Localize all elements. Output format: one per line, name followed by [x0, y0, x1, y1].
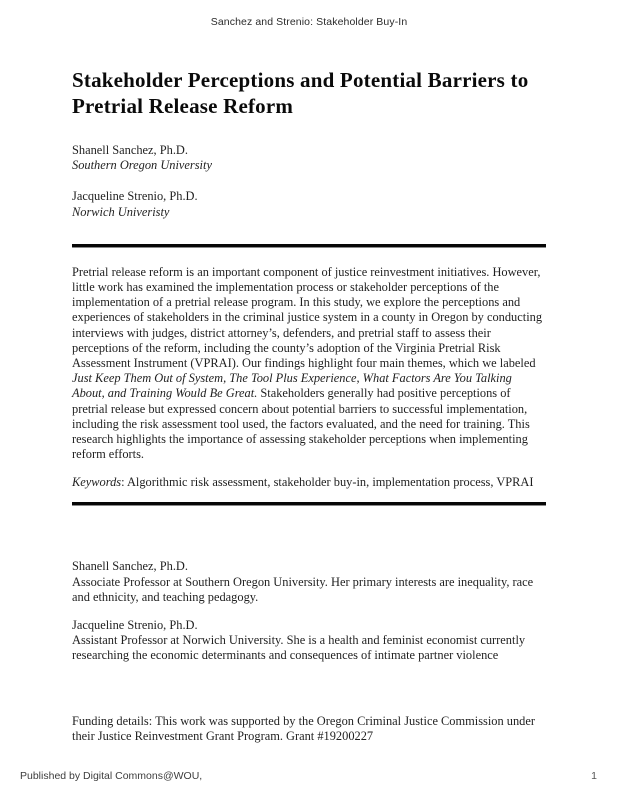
author-name: Shanell Sanchez, Ph.D. [72, 143, 188, 157]
publisher-note: Published by Digital Commons@WOU, [20, 770, 203, 782]
author-bio-sanchez [72, 559, 546, 605]
keywords-text: : Algorithmic risk assessment, stakeholder buy-in, implementation process, VPRAI [121, 474, 534, 489]
running-header: Sanchez and Strenio: Stakeholder Buy-In [210, 16, 408, 28]
page-content [72, 0, 546, 756]
keywords-label: Keywords [72, 474, 122, 489]
bio-text: Assistant Professor at Norwich University. She is a health and feminist economist currently researching the economic determinants and consequences of intimate partner violence [72, 633, 526, 663]
section-divider-bottom [72, 502, 546, 506]
article-title-line-2: Pretrial Release Reform [72, 94, 294, 118]
author-affiliation: Southern Oregon University [72, 158, 212, 173]
bio-name: Jacqueline Strenio, Ph.D. [72, 618, 198, 633]
section-divider-top [72, 244, 546, 248]
author-name: Jacqueline Strenio, Ph.D. [72, 189, 198, 204]
author-affiliation: Norwich Univeristy [72, 204, 170, 219]
author-block-strenio [72, 189, 546, 219]
page-number: 1 [591, 770, 597, 782]
abstract-text-before-themes: Pretrial release reform is an important component of justice reinvestment initiatives. However, little work has examined the implementation process or stakeholder perceptions of the implementation of a pretrial release program. In this study, we explore the perceptions and experiences of stakeholders in the criminal justice system in a county in Oregon by conducting interviews with judges, district attorney’s, defenders, and pretrial staff to assess their perceptions of the reform, including the county’s adoption of the Virginia Pretrial Risk Assessment Instrument (VPRAI). Our findings highlight four main themes, which we labeled [72, 264, 543, 371]
bio-name: Shanell Sanchez, Ph.D. [72, 559, 188, 574]
author-bio-strenio [72, 618, 546, 664]
article-title-line-1: Stakeholder Perceptions and Potential Barriers to [72, 68, 529, 92]
bio-text: Associate Professor at Southern Oregon University. Her primary interests are inequality, race and ethnicity, and teaching pedagogy. [72, 574, 534, 604]
author-block-sanchez [72, 143, 546, 173]
funding-details: Funding details: This work was supported by the Oregon Criminal Justice Commission under their Justice Reinvestment Grant Program. Grant #19200227 [72, 713, 536, 743]
abstract-paragraph [72, 265, 546, 463]
abstract-themes-italic: Just Keep Them Out of System, The Tool Plus Experience, What Factors Are You Talking About, and Training Would Be Great. [72, 371, 512, 401]
article-title [72, 67, 546, 119]
keywords-line [72, 475, 546, 490]
abstract-text-after-themes: Stakeholders generally had positive perceptions of pretrial release but expressed concern about potential barriers to successful implementation, including the risk assessment tool used, the factors evaluated, and the need for training. This research highlights the importance of assessing stakeholder perceptions when implementing reform efforts. [72, 386, 530, 462]
